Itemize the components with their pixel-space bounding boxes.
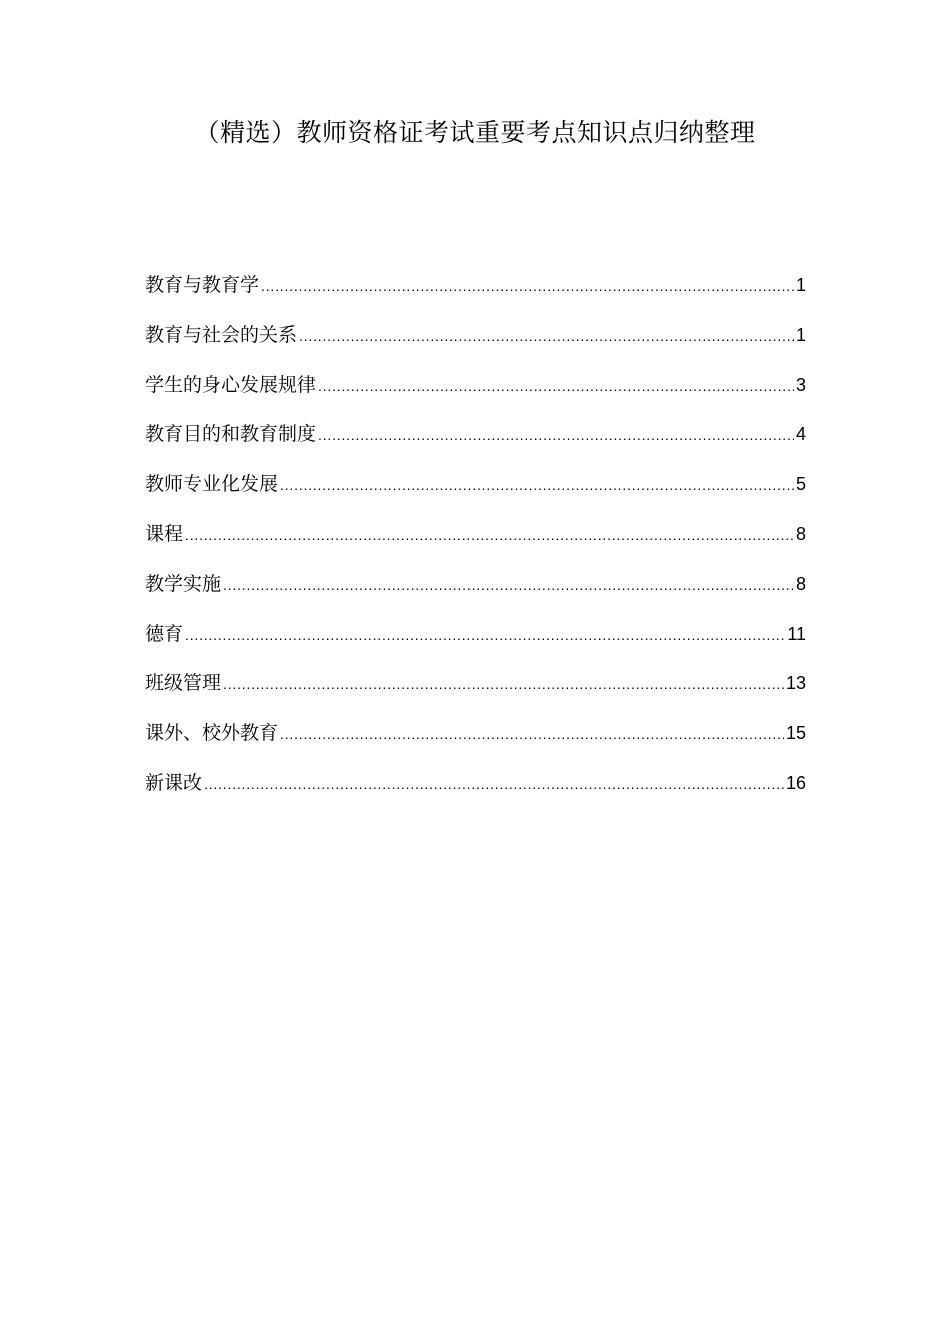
- toc-entry-page: 5: [795, 474, 806, 495]
- toc-entry-page: 1: [795, 275, 806, 295]
- toc-dot-leader: [280, 470, 794, 500]
- toc-entry[interactable]: [145, 370, 806, 420]
- table-of-contents: [145, 270, 806, 818]
- toc-entry[interactable]: [145, 668, 806, 718]
- toc-entry-label: 学生的身心发展规律: [145, 373, 317, 396]
- toc-entry-label: 课程: [145, 522, 184, 545]
- document-title: （精选）教师资格证考试重要考点知识点归纳整理: [194, 118, 756, 147]
- toc-entry-label: 德育: [145, 622, 184, 645]
- toc-dot-leader: [185, 620, 785, 650]
- toc-dot-leader: [261, 271, 794, 301]
- toc-entry[interactable]: [145, 718, 806, 768]
- toc-entry[interactable]: [145, 270, 806, 320]
- toc-entry-label: 教学实施: [145, 572, 222, 595]
- toc-entry-page: 8: [795, 523, 806, 544]
- toc-dot-leader: [223, 669, 784, 699]
- toc-entry[interactable]: [145, 519, 806, 569]
- toc-entry-page: 11: [787, 623, 806, 644]
- toc-entry[interactable]: [145, 569, 806, 619]
- toc-entry-label: 教育目的和教育制度: [145, 423, 317, 446]
- toc-dot-leader: [280, 719, 784, 749]
- toc-entry-page: 1: [795, 324, 806, 345]
- toc-entry-label: 教育与社会的关系: [145, 323, 298, 346]
- toc-entry-label: 新课改: [145, 771, 203, 794]
- toc-entry-page: 3: [795, 374, 806, 395]
- toc-dot-leader: [318, 420, 794, 450]
- toc-dot-leader: [204, 769, 784, 799]
- toc-entry-label: 班级管理: [145, 672, 222, 695]
- toc-dot-leader: [318, 371, 794, 401]
- toc-entry-page: 16: [785, 772, 806, 793]
- toc-entry-label: 教师专业化发展: [145, 473, 279, 496]
- toc-entry[interactable]: [145, 320, 806, 370]
- toc-entry[interactable]: [145, 469, 806, 519]
- toc-dot-leader: [299, 321, 794, 351]
- toc-dot-leader: [223, 570, 794, 600]
- toc-entry-page: 15: [785, 723, 806, 744]
- toc-entry-page: 13: [785, 673, 806, 694]
- toc-entry-label: 课外、校外教育: [145, 722, 279, 745]
- toc-entry-page: 8: [795, 573, 806, 594]
- toc-entry[interactable]: [145, 419, 806, 469]
- toc-entry[interactable]: [145, 768, 806, 818]
- toc-entry-label: 教育与教育学: [145, 274, 260, 296]
- toc-entry-page: 4: [795, 424, 806, 445]
- toc-entry[interactable]: [145, 619, 806, 669]
- toc-dot-leader: [185, 520, 794, 550]
